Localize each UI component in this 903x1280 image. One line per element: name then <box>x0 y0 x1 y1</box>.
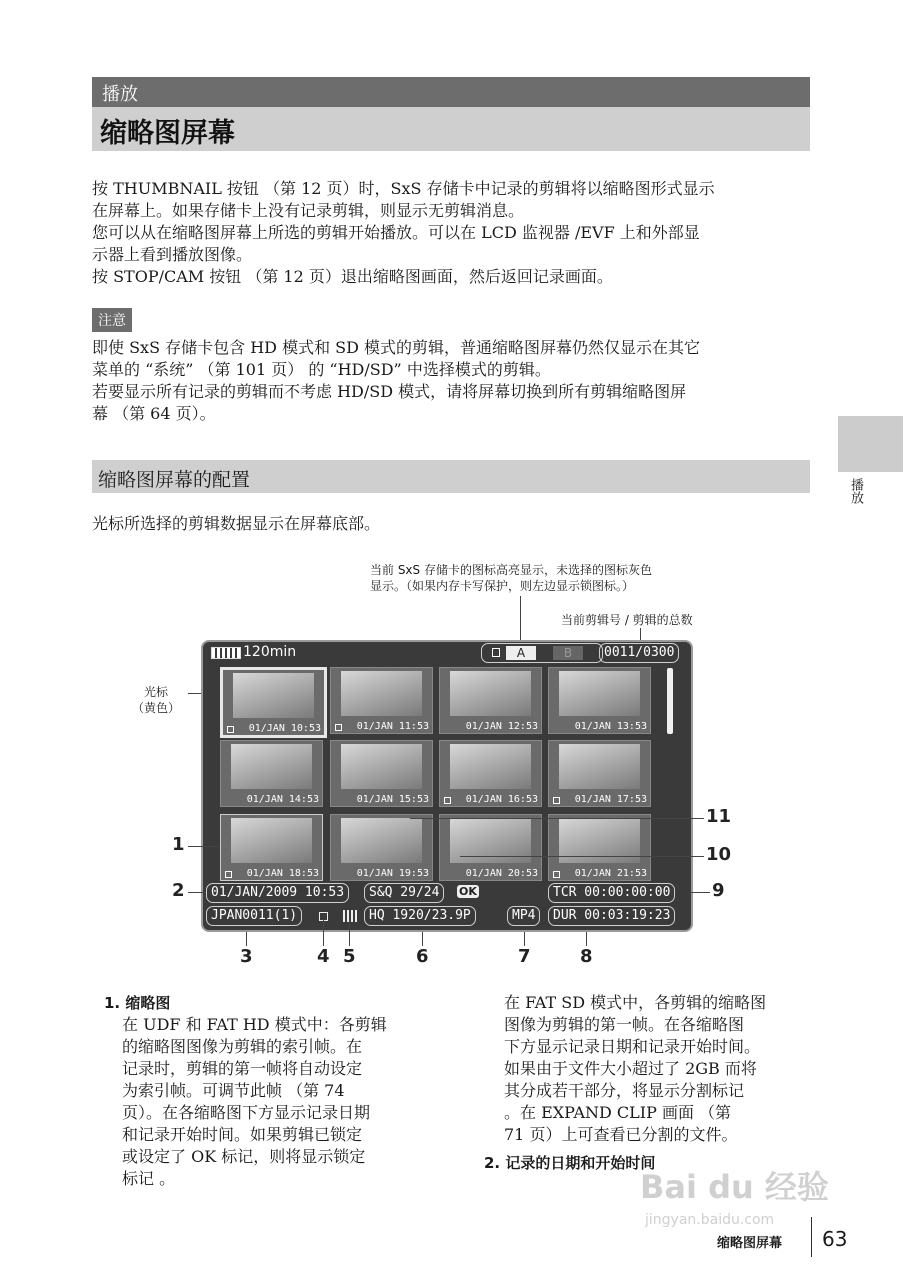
ref-number-9: 9 <box>712 880 725 901</box>
ref-leader <box>410 818 704 819</box>
lock-icon <box>335 724 342 731</box>
clip-date: 01/JAN 21:53 <box>574 868 647 879</box>
watermark-logo: Bai du 经验 <box>640 1168 829 1206</box>
ref-leader <box>422 932 423 946</box>
item-heading: 2. 记录的日期和开始时间 <box>484 1154 656 1172</box>
clip-image <box>341 818 422 863</box>
thumbnail[interactable] <box>330 667 433 734</box>
ref-number-10: 10 <box>706 844 732 865</box>
note-tag: 注意 <box>92 308 132 332</box>
body-line: 的缩略图图像为剪辑的索引帧。在 <box>122 1037 363 1056</box>
ref-leader <box>690 892 710 893</box>
thumbnail[interactable] <box>439 740 542 807</box>
clip-split-icon <box>343 910 357 922</box>
lock-icon <box>225 871 232 878</box>
thumbnail[interactable] <box>439 667 542 734</box>
section2-bar <box>92 460 810 493</box>
watermark-url: jingyan.baidu.com <box>645 1212 775 1228</box>
callout-card-icons <box>370 562 652 594</box>
callout-cursor <box>132 684 180 716</box>
scrollbar[interactable] <box>667 668 673 734</box>
clip-image <box>231 744 312 789</box>
item-heading: 1. 缩略图 <box>104 994 171 1012</box>
clip-date: 01/JAN 15:53 <box>356 794 429 805</box>
note-line: 若要显示所有记录的剪辑而不考虑 HD/SD 模式，请将屏幕切换到所有剪辑缩略图屏 <box>92 382 687 401</box>
ref-number-8: 8 <box>580 946 593 967</box>
clip-date: 01/JAN 19:53 <box>356 868 429 879</box>
battery-remaining: 120min <box>243 644 297 660</box>
card-b-icon: B <box>553 646 583 660</box>
file-format: MP4 <box>507 906 540 926</box>
slow-quick-indicator: S&Q 29/24 <box>364 883 444 903</box>
thumbnail[interactable] <box>548 667 651 734</box>
ref-leader <box>524 932 525 946</box>
battery-icon <box>211 647 241 659</box>
ref-number-3: 3 <box>240 946 253 967</box>
note-line: 菜单的 “系统” （第 101 页） 的 “HD/SD” 中选择模式的剪辑。 <box>92 360 551 379</box>
ref-number-2: 2 <box>172 880 185 901</box>
thumbnail[interactable] <box>548 740 651 807</box>
body-line: 和记录开始时间。如果剪辑已锁定 <box>122 1125 363 1144</box>
section-label: 播放 <box>102 84 138 105</box>
timecode-reading: TCR 00:00:00:00 <box>548 883 675 903</box>
clip-image <box>450 671 531 716</box>
body-line: 记录时，剪辑的第一帧将自动设定 <box>122 1059 363 1078</box>
thumbnail-screen <box>201 640 693 932</box>
clip-date: 01/JAN 16:53 <box>465 794 538 805</box>
page-title-bar <box>92 107 810 151</box>
clip-date: 01/JAN 14:53 <box>246 794 319 805</box>
body-line: 或设定了 OK 标记，则将显示锁定 <box>122 1147 366 1166</box>
callout-clipnum: 当前剪辑号 / 剪辑的总数 <box>561 613 693 627</box>
section2-title: 缩略图屏幕的配置 <box>98 469 251 491</box>
clip-date: 01/JAN 17:53 <box>574 794 647 805</box>
callout-line: 光标 <box>144 685 169 699</box>
page-title: 缩略图屏幕 <box>100 118 235 149</box>
intro-text <box>92 178 812 288</box>
right-column <box>484 992 824 1174</box>
ref-leader <box>188 846 218 847</box>
clip-image <box>559 744 640 789</box>
ref-number-4: 4 <box>317 946 330 967</box>
body-line: 。在 EXPAND CLIP 画面 （第 <box>504 1103 732 1122</box>
clip-counter: 0011/0300 <box>599 643 679 663</box>
note-text <box>92 337 812 425</box>
ref-number-1: 1 <box>172 834 185 855</box>
left-column <box>104 992 434 1190</box>
section-header-bar <box>92 77 810 107</box>
lock-icon <box>444 797 451 804</box>
clip-image <box>341 744 422 789</box>
page-number: 63 <box>822 1227 848 1251</box>
body-line: 其分成若干部分，将显示分割标记 <box>504 1081 745 1100</box>
ref-leader <box>188 892 206 893</box>
thumbnail[interactable] <box>220 814 323 881</box>
body-line: 下方显示记录日期和记录开始时间。 <box>504 1037 761 1056</box>
body-line: 为索引帧。可调节此帧 （第 74 <box>122 1081 345 1100</box>
thumbnail-cursor[interactable] <box>220 667 327 738</box>
card-a-icon: A <box>506 646 536 660</box>
ref-leader <box>323 920 324 946</box>
callout-leader <box>520 596 521 644</box>
lock-icon <box>492 648 500 657</box>
footer-title: 缩略图屏幕 <box>717 1236 783 1251</box>
body-line: 在 UDF 和 FAT HD 模式中：各剪辑 <box>122 1015 387 1034</box>
body-line: 71 页）上可查看已分割的文件。 <box>504 1125 738 1144</box>
ref-leader <box>246 932 247 946</box>
thumbnail[interactable] <box>439 814 542 881</box>
side-tab <box>838 416 903 472</box>
clip-date: 01/JAN 13:53 <box>574 721 647 732</box>
clip-date: 01/JAN 18:53 <box>246 868 319 879</box>
clip-image <box>341 671 422 716</box>
intro-line: 按 THUMBNAIL 按钮 （第 12 页）时，SxS 存储卡中记录的剪辑将以缩略图形式显示 <box>92 179 715 198</box>
intro-line: 您可以从在缩略图屏幕上所选的剪辑开始播放。可以在 LCD 监视器 /EVF 上和外部显 <box>92 223 700 242</box>
ref-leader <box>460 856 704 857</box>
record-datetime: 01/JAN/2009 10:53 <box>206 883 349 903</box>
lock-icon <box>553 797 560 804</box>
clip-image <box>233 673 314 718</box>
body-line: 在 FAT SD 模式中，各剪辑的缩略图 <box>504 993 767 1012</box>
thumbnail[interactable] <box>330 814 433 881</box>
lock-icon <box>553 871 560 878</box>
footer-divider <box>811 1217 812 1257</box>
callout-line: （黄色） <box>132 701 181 715</box>
lock-icon <box>227 726 234 733</box>
clip-image <box>559 671 640 716</box>
note-line: 幕 （第 64 页）。 <box>92 404 216 423</box>
thumbnail[interactable] <box>220 740 323 807</box>
ref-number-6: 6 <box>416 946 429 967</box>
callout-line: 当前 SxS 存储卡的图标高亮显示，未选择的图标灰色 <box>370 563 652 577</box>
note-line: 即使 SxS 存储卡包含 HD 模式和 SD 模式的剪辑，普通缩略图屏幕仍然仅显示在其它 <box>92 338 701 357</box>
ref-leader <box>349 920 350 946</box>
body-line: 图像为剪辑的第一帧。在各缩略图 <box>504 1015 745 1034</box>
clip-duration: DUR 00:03:19:23 <box>548 906 675 926</box>
clip-date: 01/JAN 11:53 <box>356 721 429 732</box>
thumbnail[interactable] <box>330 740 433 807</box>
ok-mark-icon: OK <box>459 885 477 898</box>
clip-date: 01/JAN 10:53 <box>248 723 321 734</box>
clip-image <box>231 818 312 863</box>
ref-leader <box>586 932 587 946</box>
intro-line: 在屏幕上。如果存储卡上没有记录剪辑，则显示无剪辑消息。 <box>92 201 525 220</box>
section2-desc: 光标所选择的剪辑数据显示在屏幕底部。 <box>92 514 381 533</box>
ref-number-5: 5 <box>343 946 356 967</box>
body-line: 如果由于文件大小超过了 2GB 而将 <box>504 1059 757 1078</box>
clip-date: 01/JAN 20:53 <box>465 868 538 879</box>
ref-number-7: 7 <box>518 946 531 967</box>
clip-image <box>450 744 531 789</box>
callout-line: 显示。（如果内存卡写保护，则左边显示锁图标。） <box>370 579 635 593</box>
thumbnail[interactable] <box>548 814 651 881</box>
body-line: 标记 。 <box>122 1169 176 1188</box>
video-format: HQ 1920/23.9P <box>364 906 476 926</box>
clip-date: 01/JAN 12:53 <box>465 721 538 732</box>
intro-line: 示器上看到播放图像。 <box>92 245 253 264</box>
body-line: 页）。在各缩略图下方显示记录日期 <box>122 1103 371 1122</box>
intro-line: 按 STOP/CAM 按钮 （第 12 页）退出缩略图画面，然后返回记录画面。 <box>92 267 613 286</box>
clip-name: JPAN0011(1) <box>206 906 302 926</box>
ref-number-11: 11 <box>706 806 732 827</box>
side-tab-label: 播放 <box>848 478 863 504</box>
